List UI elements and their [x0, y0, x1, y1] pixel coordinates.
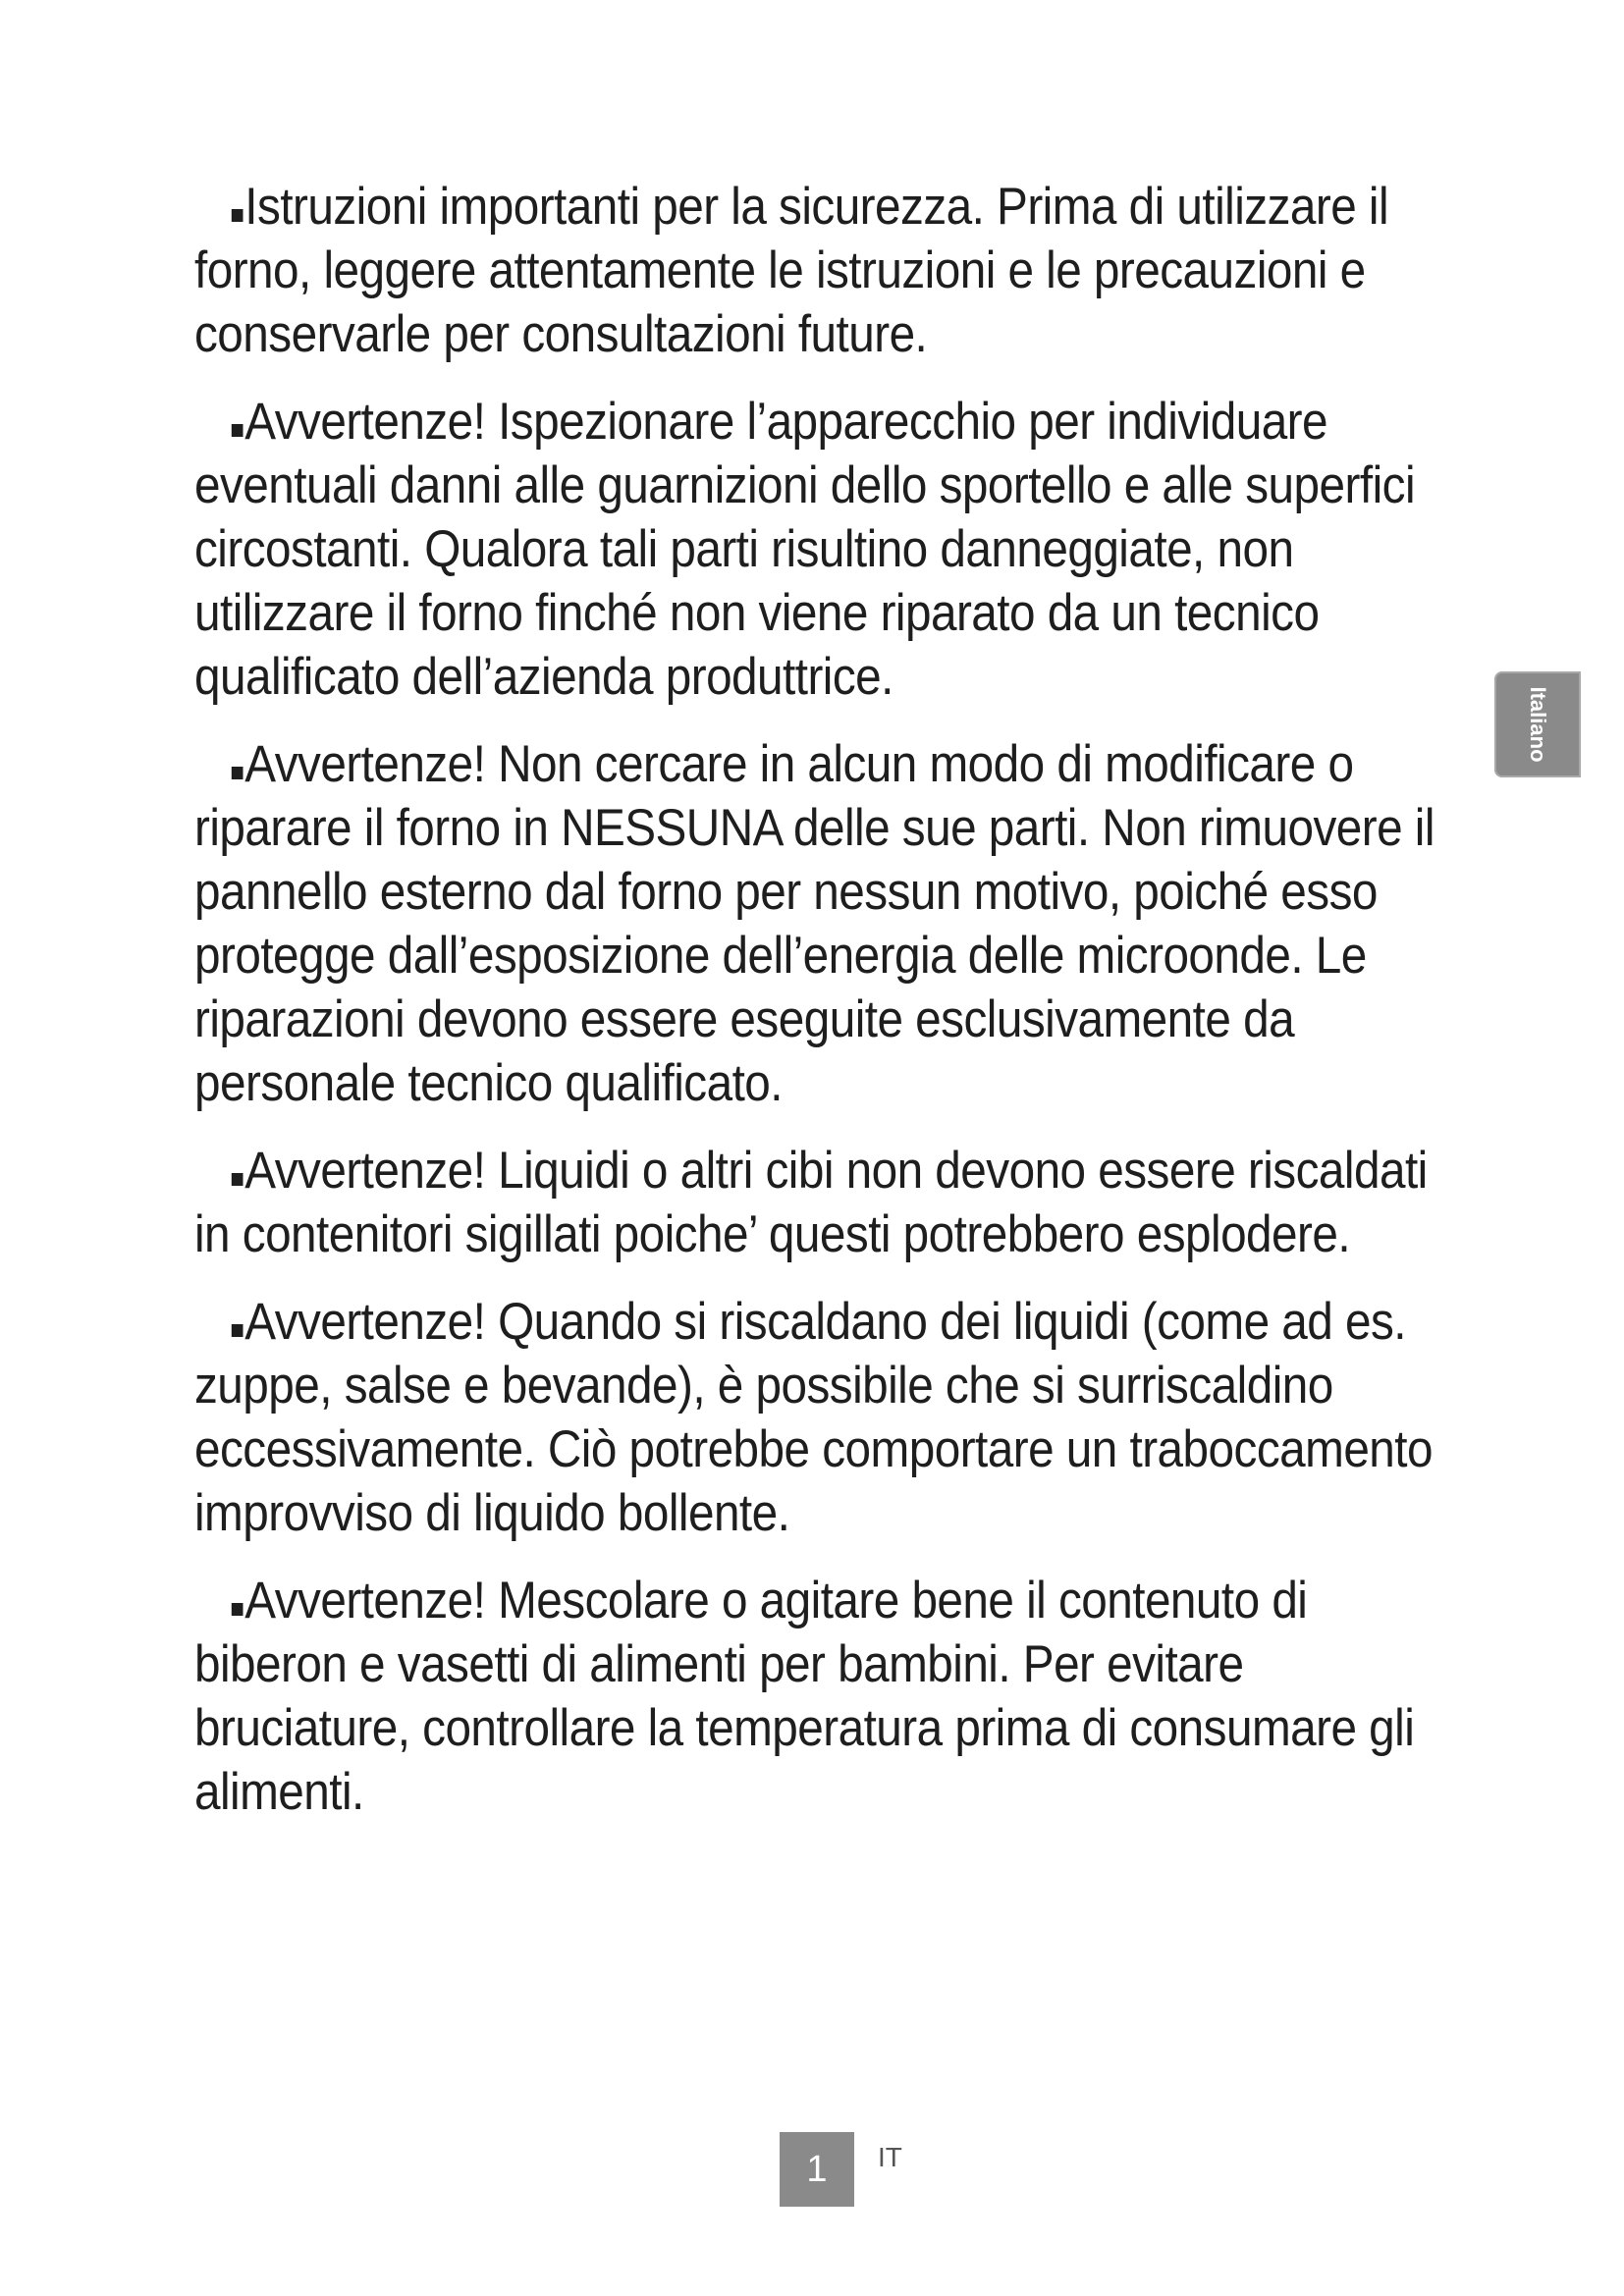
paragraph-warning-repair — [194, 732, 1462, 1115]
paragraph-text: Avvertenze! Liquidi o altri cibi non devono essere riscaldati in contenitori sigillati poiche’ questi potrebbero esplodere. — [194, 1142, 1428, 1263]
language-tab-label: Italiano — [1526, 686, 1550, 763]
paragraph-text: Avvertenze! Mescolare o agitare bene il contenuto di biberon e vasetti di alimenti per bambini. Per evitare bruciature, controllare la temperatura prima di consumare gli alimenti. — [194, 1572, 1415, 1821]
page-language-code: IT — [878, 2142, 902, 2172]
paragraph-text: Istruzioni importanti per la sicurezza. Prima di utilizzare il forno, leggere attentamente le istruzioni e le precauzioni e conservarle per consultazioni future. — [194, 178, 1389, 363]
paragraph-text: Avvertenze! Ispezionare l’apparecchio per individuare eventuali danni alle guarnizioni dello sportello e alle superfici circostanti. Qualora tali parti risultino danneggiate, non utilizzare il forno finché non viene riparato da un tecnico qualificato dell’azienda produttrice. — [194, 393, 1415, 706]
page-number: 1 — [780, 2132, 854, 2207]
paragraph-warning-inspect — [194, 390, 1462, 709]
bullet-square-icon — [232, 424, 244, 437]
paragraph-warning-liquids — [194, 1290, 1462, 1545]
bullet-square-icon — [232, 1603, 244, 1616]
safety-instructions — [194, 175, 1461, 1847]
bullet-square-icon — [232, 1173, 244, 1186]
language-tab — [1494, 671, 1581, 777]
paragraph-warning-sealed — [194, 1139, 1462, 1266]
paragraph-warning-baby-food — [194, 1569, 1462, 1824]
paragraph-intro — [194, 175, 1462, 366]
bullet-square-icon — [232, 767, 244, 779]
paragraph-text: Avvertenze! Non cercare in alcun modo di modificare o riparare il forno in NESSUNA delle sue parti. Non rimuovere il pannello esterno dal forno per nessun motivo, poiché esso protegge dall’esposizione dell’energia delle microonde. Le riparazioni devono essere eseguite esclusivamente da personale tecnico qualificato. — [194, 735, 1435, 1112]
bullet-square-icon — [232, 209, 244, 222]
paragraph-text: Avvertenze! Quando si riscaldano dei liquidi (come ad es. zuppe, salse e bevande), è possibile che si surriscaldino eccessivamente. Ciò potrebbe comportare un traboccamento improvviso di liquido bollente. — [194, 1293, 1433, 1542]
bullet-square-icon — [232, 1324, 244, 1337]
